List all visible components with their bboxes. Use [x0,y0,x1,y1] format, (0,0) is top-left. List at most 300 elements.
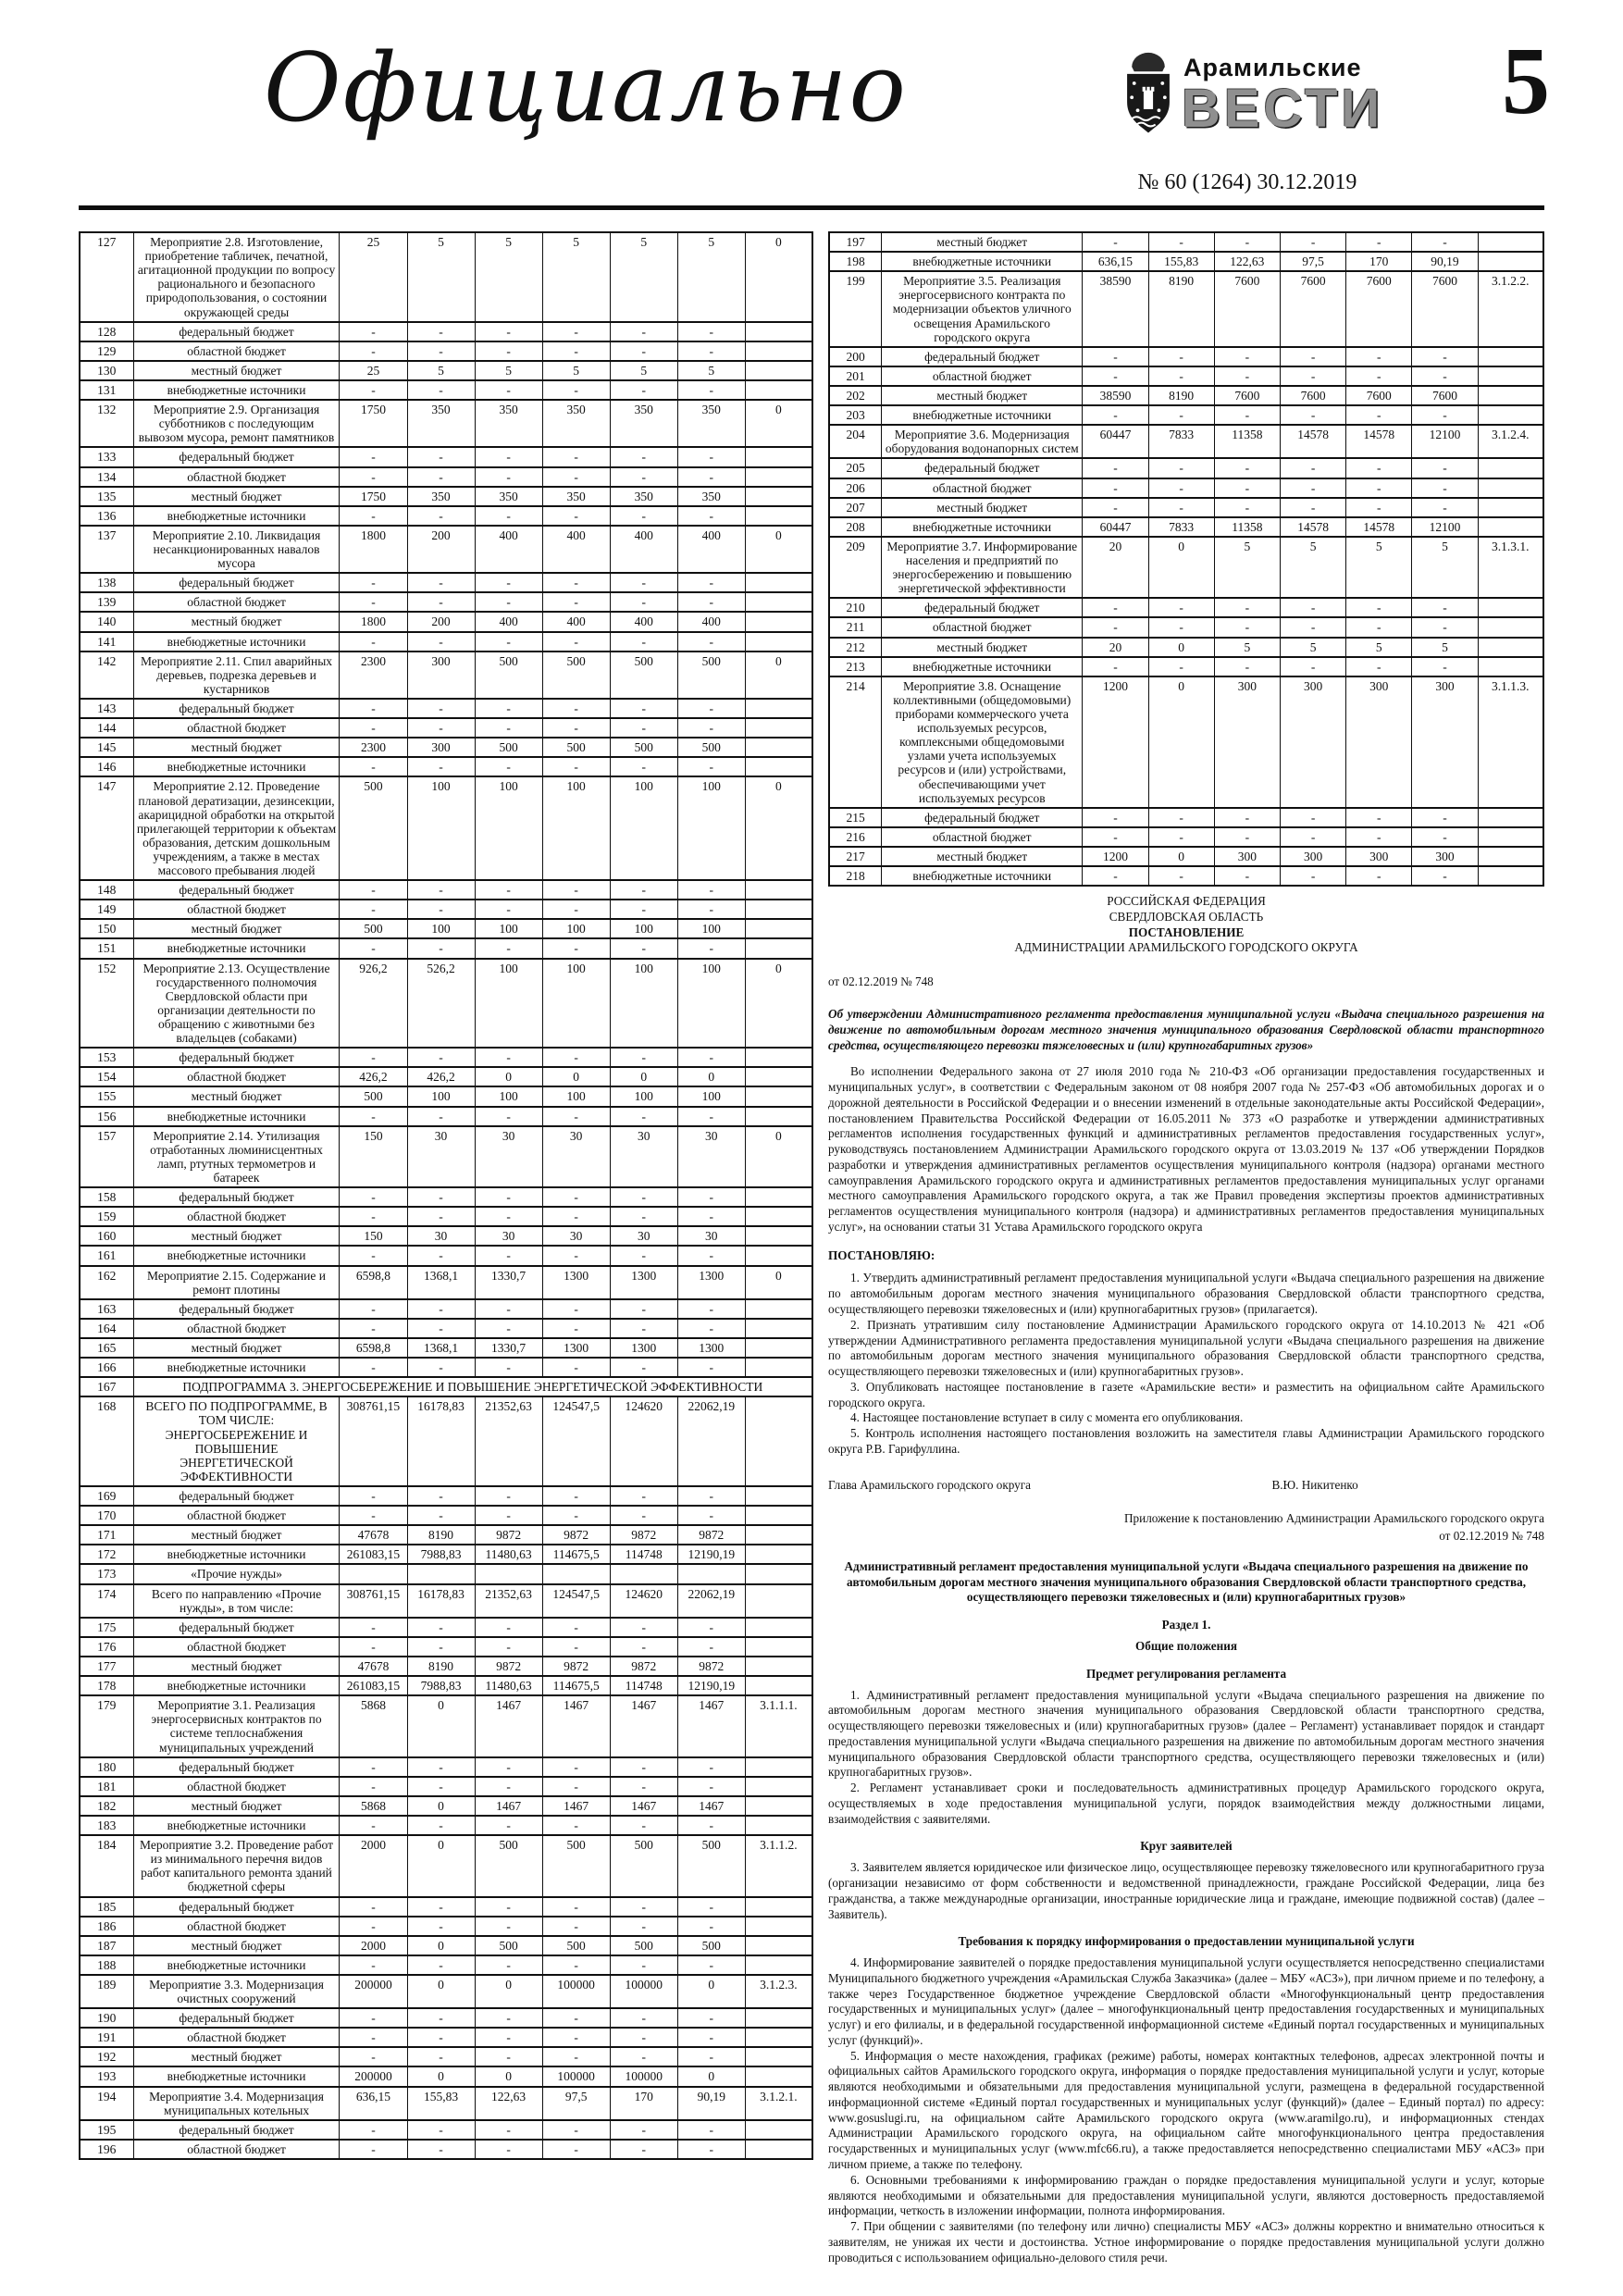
description-cell: федеральный бюджет [133,1897,340,1917]
table-row [829,232,1543,252]
value-cell: 350 [407,400,475,447]
value-cell: - [1214,458,1280,478]
value-cell: - [1346,827,1412,847]
value-cell: 20 [1083,537,1148,598]
value-cell: - [340,467,407,487]
value-cell: - [1280,808,1345,827]
value-cell: 1750 [340,400,407,447]
description-cell: местный бюджет [133,1338,340,1358]
value-cell: 114748 [610,1545,677,1564]
table-row [80,2047,812,2066]
value-cell: - [677,1187,745,1207]
value-cell: - [340,1757,407,1777]
value-cell: 1300 [610,1338,677,1358]
value-cell: 5 [1412,537,1478,598]
value-cell: - [610,1897,677,1917]
value-cell: - [542,1917,610,1936]
table-row [80,467,812,487]
value-cell: 14578 [1280,425,1345,458]
value-cell: - [475,380,542,400]
value-cell: - [1148,232,1214,252]
indicator-code-cell [745,1955,812,1975]
value-cell: - [407,1107,475,1126]
indicator-code-cell [745,919,812,938]
value-cell: 12190,19 [677,1676,745,1695]
value-cell: 926,2 [340,959,407,1049]
description-cell: внебюджетные источники [882,252,1083,271]
value-cell: 100 [542,959,610,1049]
indicator-code-cell [1478,808,1543,827]
description-cell: Мероприятие 2.11. Спил аварийных деревьев, подрезка деревьев и кустарников [133,652,340,699]
value-cell: - [475,1816,542,1835]
indicator-code-cell [745,1358,812,1377]
value-cell: - [610,632,677,652]
value-cell: - [340,573,407,592]
value-cell: 30 [542,1126,610,1187]
description-cell: местный бюджет [133,1226,340,1246]
value-cell: 12100 [1412,517,1478,537]
table-row [829,827,1543,847]
indicator-code-cell [745,738,812,757]
indicator-code-cell [745,447,812,466]
table-row [80,757,812,776]
value-cell: - [407,1299,475,1319]
indicator-code-cell [1478,617,1543,637]
row-number-cell: 178 [80,1676,133,1695]
value-cell: 25 [340,232,407,322]
row-number-cell: 171 [80,1525,133,1545]
value-cell: - [677,1637,745,1657]
value-cell: - [677,592,745,612]
table-row [80,2008,812,2028]
value-cell: - [1412,808,1478,827]
value-cell: - [340,1358,407,1377]
value-cell: - [610,2047,677,2066]
value-cell: - [677,2047,745,2066]
value-cell: 1467 [677,1796,745,1816]
decree-heading-line: РОССИЙСКАЯ ФЕДЕРАЦИЯ [1107,894,1266,909]
table-row [829,425,1543,458]
value-cell: 11358 [1214,425,1280,458]
paragraph: 5. Информация о месте нахождения, графиках (режиме) работы, номерах контактных телефонов, адресах электронной почты и официальных сайтов Арамильского городского округа, информация о порядке предоставления муниципальной услуги и услуг, которые являются необходимыми и обязательными для предоставления муниципальной услуги, размещена в федеральной государственной информационной системе «Единый портал государственных и муниципальных услуг (функций)» (далее – Единый портал) по адресу: www.gosuslugi.ru, на официальном сайте Арамильского городского округа (www.aramilgo.ru), и информационных стендах Администрации Арамильского городского округа, на официальном сайте многофункционального центра предоставления государственных и муниципальных услуг (www.mfc66.ru), а также предоставляется непосредственно специалистами МБУ «АСЗ» при личном приеме, а также по телефону. [828,2048,1544,2171]
value-cell: 400 [475,526,542,573]
value-cell: - [610,2008,677,2028]
value-cell: 124620 [610,1584,677,1618]
value-cell: - [1280,458,1345,478]
value-cell: - [542,447,610,466]
row-number-cell: 165 [80,1338,133,1358]
table-row [80,2120,812,2140]
table-row [80,1936,812,1955]
value-cell: 100000 [542,2066,610,2086]
table-row [829,657,1543,676]
value-cell: 100 [610,776,677,880]
value-cell: 7833 [1148,517,1214,537]
table-row [80,2066,812,2086]
row-number-cell: 169 [80,1486,133,1506]
value-cell [610,1564,677,1583]
description-cell: Мероприятие 3.1. Реализация энергосервисных контрактов по системе теплоснабжения муниципальных учреждений [133,1695,340,1756]
row-number-cell: 201 [829,366,882,386]
value-cell: 2300 [340,738,407,757]
paragraph: Во исполнении Федерального закона от 27 июля 2010 года № 210-ФЗ «Об организации предоставления государственных и муниципальных услуг», в соответствии с Федеральным законом от 08 ноября 2007 года № 257-ФЗ «Об автомобильных дорогах и о дорожной деятельности в Российской Федерации и о внесении изменений в отдельные законодательные акты Российской Федерации», постановлением Правительства Российской Федерации от 16.05.2011 № 373 «О разработке и утверждении административных регламентов исполнения государственных функций и административных регламентов предоставления государственных услуг», руководствуясь постановлением Администрации Арамильского городского округа от 13.03.2019 № 137 «Об утверждении Порядков разработки и утверждения административных регламентов осуществления муниципального контроля (надзора) органами местного самоуправления Арамильского городского округа и административных регламентов предоставления муниципальных услуг органами местного самоуправления Арамильского городского округа, а так же Правил проведения экспертизы проектов административных регламентов осуществления муниципального контроля (надзора) и административных регламентов предоставления муниципальных услуг», на основании статьи 31 Устава Арамильского городского округа [828,1064,1544,1234]
value-cell: - [542,880,610,900]
value-cell: - [1214,808,1280,827]
value-cell: - [1280,657,1345,676]
indicator-code-cell [745,1207,812,1226]
value-cell: - [610,757,677,776]
value-cell: 350 [677,487,745,506]
row-number-cell: 191 [80,2028,133,2047]
row-number-cell: 195 [80,2120,133,2140]
row-number-cell: 146 [80,757,133,776]
value-cell: - [610,1955,677,1975]
table-row [80,1917,812,1936]
value-cell: - [677,467,745,487]
value-cell: - [677,718,745,738]
value-cell: 0 [475,1067,542,1086]
indicator-code-cell [1478,598,1543,617]
value-cell: 100 [610,1086,677,1106]
value-cell: 500 [475,652,542,699]
description-cell: местный бюджет [882,232,1083,252]
value-cell: - [1148,827,1214,847]
description-cell: областной бюджет [133,1506,340,1525]
indicator-code-cell: 3.1.2.1. [745,2087,812,2120]
value-cell: 500 [610,1835,677,1896]
indicator-code-cell [745,1897,812,1917]
value-cell: - [610,699,677,718]
value-cell: 14578 [1346,517,1412,537]
indicator-code-cell [745,2047,812,2066]
row-number-cell: 161 [80,1246,133,1265]
value-cell: 14578 [1280,517,1345,537]
value-cell: - [610,1048,677,1067]
description-cell: Мероприятие 2.13. Осуществление государственного полномочия Свердловской области при организации деятельности по обращению с животными без владельцев (собаками) [133,959,340,1049]
value-cell: - [475,938,542,958]
row-number-cell: 167 [80,1377,133,1396]
description-cell: Мероприятие 3.4. Модернизация муниципальных котельных [133,2087,340,2120]
indicator-code-cell [745,880,812,900]
value-cell: 350 [542,400,610,447]
value-cell: 5 [1214,638,1280,657]
indicator-code-cell [745,341,812,361]
indicator-code-cell [1478,252,1543,271]
value-cell: 400 [610,612,677,631]
value-cell: 5 [1346,537,1412,598]
value-cell: - [407,1506,475,1525]
value-cell: 11358 [1214,517,1280,537]
value-cell: - [610,2028,677,2047]
table-row [80,1319,812,1338]
indicator-code-cell [745,1917,812,1936]
row-number-cell: 140 [80,612,133,631]
value-cell: - [1083,458,1148,478]
paragraph: 5. Контроль исполнения настоящего постановления возложить на заместителя главы Администрации Арамильского городского округа Р.В. Гарифуллина. [828,1426,1544,1456]
value-cell: 7600 [1412,386,1478,405]
value-cell: - [1148,598,1214,617]
row-number-cell: 207 [829,498,882,517]
value-cell: 60447 [1083,425,1148,458]
value-cell: 0 [1148,676,1214,808]
value-cell: 300 [1280,847,1345,866]
value-cell: - [1214,347,1280,366]
table-row [80,1226,812,1246]
indicator-code-cell [745,1299,812,1319]
table-row [80,1835,812,1896]
row-number-cell: 164 [80,1319,133,1338]
value-cell: 30 [475,1226,542,1246]
value-cell: 500 [677,738,745,757]
table-row [80,1525,812,1545]
description-cell: областной бюджет [133,341,340,361]
value-cell: - [475,1319,542,1338]
value-cell: 1368,1 [407,1266,475,1299]
value-cell: 0 [475,2066,542,2086]
value-cell: - [407,1757,475,1777]
value-cell: 1300 [610,1266,677,1299]
description-cell: областной бюджет [882,617,1083,637]
value-cell: 636,15 [340,2087,407,2120]
indicator-code-cell [745,1486,812,1506]
table-row [80,1086,812,1106]
value-cell: 100 [475,919,542,938]
value-cell: - [475,632,542,652]
description-cell: областной бюджет [133,1319,340,1338]
value-cell: - [1412,498,1478,517]
value-cell: - [1412,478,1478,498]
value-cell: - [1083,366,1148,386]
value-cell: - [610,938,677,958]
table-row [80,959,812,1049]
row-number-cell: 192 [80,2047,133,2066]
indicator-code-cell: 0 [745,526,812,573]
table-row [829,537,1543,598]
value-cell: - [475,718,542,738]
value-cell: - [610,1246,677,1265]
value-cell: 100000 [542,1975,610,2008]
value-cell: - [542,1757,610,1777]
value-cell: - [542,1618,610,1637]
value-cell: - [1148,478,1214,498]
value-cell: 9872 [542,1525,610,1545]
value-cell: - [610,880,677,900]
value-cell: - [340,1506,407,1525]
value-cell: - [407,699,475,718]
value-cell: 150 [340,1126,407,1187]
resolution-lead: ПОСТАНОВЛЯЮ: [828,1247,935,1262]
value-cell: 100000 [610,1975,677,2008]
row-number-cell: 142 [80,652,133,699]
value-cell: 9872 [677,1525,745,1545]
value-cell [407,1564,475,1583]
value-cell: - [475,447,542,466]
value-cell: - [542,1246,610,1265]
indicator-code-cell: 0 [745,400,812,447]
value-cell: 30 [475,1126,542,1187]
description-cell: областной бюджет [133,1207,340,1226]
row-number-cell: 160 [80,1226,133,1246]
value-cell: - [610,341,677,361]
value-cell: - [677,699,745,718]
table-row [80,1187,812,1207]
value-cell: - [1346,405,1412,425]
value-cell: - [407,900,475,919]
value-cell: 350 [610,487,677,506]
value-cell: - [610,1107,677,1126]
value-cell: - [407,1048,475,1067]
paragraph: 4. Настоящее постановление вступает в силу с момента его опубликования. [850,1410,1244,1425]
value-cell: 5 [610,232,677,322]
value-cell: - [542,1358,610,1377]
row-number-cell: 196 [80,2140,133,2159]
value-cell: 0 [407,1936,475,1955]
value-cell: 1467 [475,1695,542,1756]
indicator-code-cell [1478,847,1543,866]
value-cell: - [1412,366,1478,386]
row-number-cell: 186 [80,1917,133,1936]
value-cell: 5 [1214,537,1280,598]
value-cell: - [340,1917,407,1936]
table-row [80,1396,812,1486]
indicator-code-cell [1478,638,1543,657]
indicator-code-cell: 3.1.1.2. [745,1835,812,1896]
indicator-code-cell [1478,827,1543,847]
indicator-code-cell [1478,232,1543,252]
value-cell: 22062,19 [677,1396,745,1486]
row-number-cell: 174 [80,1584,133,1618]
description-cell: федеральный бюджет [133,1618,340,1637]
value-cell: 500 [542,1936,610,1955]
value-cell: 30 [542,1226,610,1246]
value-cell: 7600 [1280,271,1345,347]
table-row [80,506,812,526]
value-cell: 1467 [677,1695,745,1756]
decree-heading-line: АДМИНИСТРАЦИИ АРАМИЛЬСКОГО ГОРОДСКОГО ОКРУГА [1014,940,1358,955]
value-cell: - [475,1187,542,1207]
description-cell: областной бюджет [133,1067,340,1086]
description-cell: внебюджетные источники [882,866,1083,886]
indicator-code-cell: 3.1.1.1. [745,1695,812,1756]
paragraph: 1. Утвердить административный регламент предоставления муниципальной услуги «Выдача специального разрешения на движение по автомобильным дорогам местного значения муниципального образования Свердловской области транспортного средства, осуществляющего перевозки тяжеловесных и (или) крупногабаритных грузов» (прилагается). [828,1271,1544,1316]
decree-date-line: от 02.12.2019 № 748 [828,974,934,989]
description-cell: областной бюджет [133,1637,340,1657]
value-cell: 7600 [1346,386,1412,405]
value-cell: - [1346,347,1412,366]
table-row [80,1246,812,1265]
value-cell: 5868 [340,1695,407,1756]
value-cell: 16178,83 [407,1584,475,1618]
description-cell: местный бюджет [133,1525,340,1545]
budget-table-left [79,231,813,2160]
value-cell: 1467 [610,1695,677,1756]
indicator-code-cell [1478,366,1543,386]
description-cell: внебюджетные источники [133,1955,340,1975]
table-row [80,2087,812,2120]
table-row [80,1777,812,1796]
row-number-cell: 183 [80,1816,133,1835]
table-row [80,1796,812,1816]
table-row [80,1266,812,1299]
table-row [80,1048,812,1067]
table-row [80,1695,812,1756]
value-cell: - [677,2120,745,2140]
value-cell: - [677,447,745,466]
value-cell: - [1346,232,1412,252]
value-cell: - [1346,458,1412,478]
row-number-cell: 200 [829,347,882,366]
value-cell: - [677,1777,745,1796]
value-cell: 500 [542,1835,610,1896]
value-cell: 5 [610,361,677,380]
indicator-code-cell: 0 [745,776,812,880]
table-row [80,1618,812,1637]
decree-title: Об утверждении Административного регламента предоставления муниципальной услуги «Выдача специального разрешения на движение по автомобильным дорогам местного значения муниципального образования Свердловской области транспортного средства, осуществляющего перевозки тяжеловесных и (или) крупногабаритных грузов» [828,1006,1544,1052]
description-cell: федеральный бюджет [133,1048,340,1067]
value-cell: 9872 [475,1525,542,1545]
value-cell: - [475,2047,542,2066]
row-number-cell: 210 [829,598,882,617]
value-cell: - [340,447,407,466]
indicator-code-cell: 3.1.2.3. [745,1975,812,2008]
table-row [80,919,812,938]
value-cell: 500 [677,1835,745,1896]
value-cell: 100 [542,1086,610,1106]
row-number-cell: 175 [80,1618,133,1637]
table-row [80,1545,812,1564]
description-cell: местный бюджет [882,498,1083,517]
table-row [80,1506,812,1525]
value-cell: - [542,1506,610,1525]
value-cell: - [340,718,407,738]
description-cell: местный бюджет [133,487,340,506]
row-number-cell: 214 [829,676,882,808]
value-cell: - [407,322,475,341]
value-cell: - [475,592,542,612]
paragraph: 2. Регламент устанавливает сроки и последовательность административных процедур Арамильского городского округа, осуществляемых в ходе предоставления муниципальной услуги, порядок взаимодействия между должностными лицами, взаимодействия с заявителями. [828,1781,1544,1826]
table-row [80,1067,812,1086]
table-row [80,1564,812,1583]
value-cell: - [677,1897,745,1917]
value-cell: 400 [542,612,610,631]
value-cell: 60447 [1083,517,1148,537]
section-title: Официально [264,33,908,143]
value-cell: - [1280,405,1345,425]
description-cell: федеральный бюджет [133,699,340,718]
description-cell: областной бюджет [133,2140,340,2159]
description-cell: областной бюджет [133,592,340,612]
value-cell: - [677,322,745,341]
value-cell: 350 [610,400,677,447]
indicator-code-cell [745,1657,812,1676]
value-cell: - [677,1486,745,1506]
indicator-code-cell [745,900,812,919]
row-number-cell: 168 [80,1396,133,1486]
description-cell: федеральный бюджет [882,458,1083,478]
table-row [829,405,1543,425]
content-columns [79,231,1544,2265]
value-cell: 636,15 [1083,252,1148,271]
indicator-code-cell: 3.1.2.4. [1478,425,1543,458]
left-column [79,231,813,2265]
value-cell: 300 [1214,676,1280,808]
table-row [80,632,812,652]
table-row [80,322,812,341]
indicator-code-cell [1478,347,1543,366]
row-number-cell: 194 [80,2087,133,2120]
row-number-cell: 162 [80,1266,133,1299]
row-number-cell: 173 [80,1564,133,1583]
